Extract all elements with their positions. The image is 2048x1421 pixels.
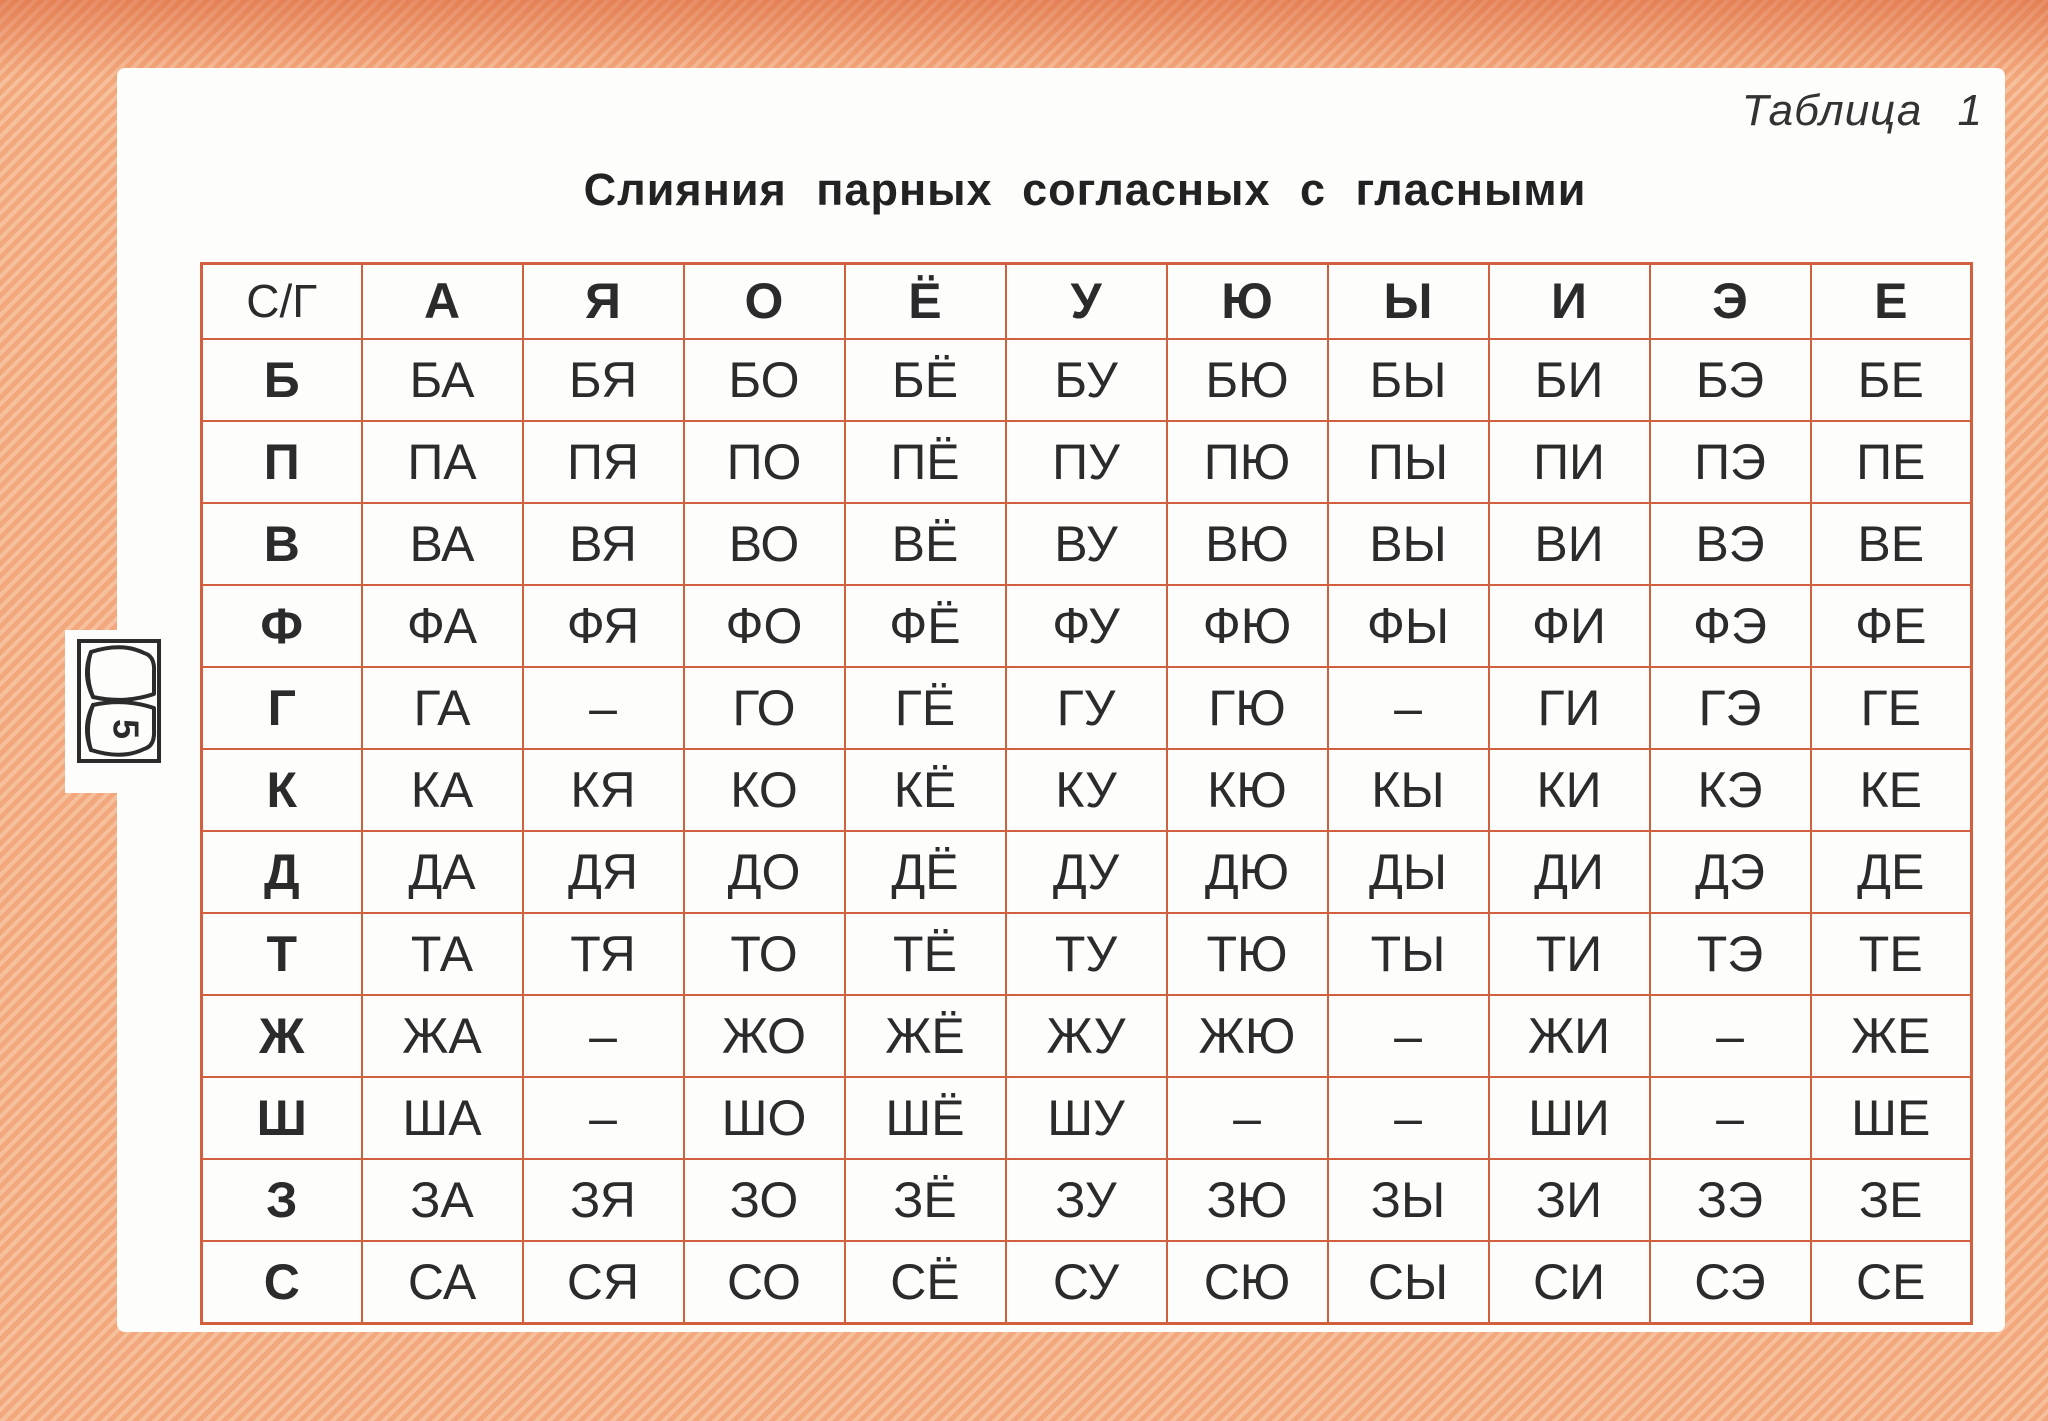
empty-cell: –: [523, 995, 684, 1077]
header-cell-vowel: Ю: [1167, 264, 1328, 340]
empty-cell: –: [523, 1077, 684, 1159]
header-cell-vowel: Э: [1650, 264, 1811, 340]
empty-cell: –: [1328, 667, 1489, 749]
syllable-cell: ВЭ: [1650, 503, 1811, 585]
header-cell-vowel: Ы: [1328, 264, 1489, 340]
header-cell-vowel: И: [1489, 264, 1650, 340]
page-title: Слияния парных согласных с гласными: [583, 164, 1587, 215]
consonant-cell: Б: [202, 339, 362, 421]
table-row: [202, 421, 1972, 503]
syllable-cell: ВИ: [1489, 503, 1650, 585]
syllable-cell: ТЭ: [1650, 913, 1811, 995]
syllable-cell: КО: [684, 749, 845, 831]
table-body: [202, 339, 1972, 1324]
syllable-cell: ТЕ: [1811, 913, 1972, 995]
syllable-cell: СИ: [1489, 1241, 1650, 1324]
empty-cell: –: [1650, 995, 1811, 1077]
syllable-cell: СЫ: [1328, 1241, 1489, 1324]
syllable-cell: КЮ: [1167, 749, 1328, 831]
syllable-cell: СЯ: [523, 1241, 684, 1324]
syllable-cell: ГО: [684, 667, 845, 749]
syllable-cell: ФЯ: [523, 585, 684, 667]
page-number: 5: [105, 718, 147, 740]
syllable-cell: КУ: [1006, 749, 1167, 831]
syllable-cell: ЖИ: [1489, 995, 1650, 1077]
syllable-cell: СЭ: [1650, 1241, 1811, 1324]
syllable-cell: ТА: [362, 913, 523, 995]
syllable-cell: ШУ: [1006, 1077, 1167, 1159]
table-row: [202, 339, 1972, 421]
syllable-cell: ВЕ: [1811, 503, 1972, 585]
table-row: [202, 585, 1972, 667]
consonant-cell: В: [202, 503, 362, 585]
table-row: [202, 1159, 1972, 1241]
syllable-cell: БЮ: [1167, 339, 1328, 421]
consonant-cell: З: [202, 1159, 362, 1241]
syllable-cell: ШИ: [1489, 1077, 1650, 1159]
syllable-cell: ПЭ: [1650, 421, 1811, 503]
syllable-cell: ЗЁ: [845, 1159, 1006, 1241]
empty-cell: –: [523, 667, 684, 749]
syllable-cell: БА: [362, 339, 523, 421]
syllable-cell: ФУ: [1006, 585, 1167, 667]
table-row: [202, 1077, 1972, 1159]
syllable-cell: ФЫ: [1328, 585, 1489, 667]
syllable-cell: ЗЯ: [523, 1159, 684, 1241]
consonant-cell: П: [202, 421, 362, 503]
syllable-cell: ТЮ: [1167, 913, 1328, 995]
syllable-cell: КЁ: [845, 749, 1006, 831]
syllable-cell: ПУ: [1006, 421, 1167, 503]
syllable-cell: ЖА: [362, 995, 523, 1077]
syllable-cell: ФА: [362, 585, 523, 667]
syllable-cell: ГИ: [1489, 667, 1650, 749]
syllable-cell: ЗО: [684, 1159, 845, 1241]
consonant-cell: Ш: [202, 1077, 362, 1159]
syllable-cell: СО: [684, 1241, 845, 1324]
syllable-cell: ПЕ: [1811, 421, 1972, 503]
syllable-cell: ШО: [684, 1077, 845, 1159]
syllable-cell: ТО: [684, 913, 845, 995]
syllable-cell: ГЭ: [1650, 667, 1811, 749]
syllable-cell: ТЯ: [523, 913, 684, 995]
syllable-cell: ЗЫ: [1328, 1159, 1489, 1241]
syllable-cell: ВУ: [1006, 503, 1167, 585]
syllable-cell: ПЮ: [1167, 421, 1328, 503]
table-row: [202, 831, 1972, 913]
table-card: [117, 68, 2005, 1332]
header-cell-vowel: А: [362, 264, 523, 340]
syllable-cell: КЭ: [1650, 749, 1811, 831]
table-row: [202, 913, 1972, 995]
syllable-cell: ЗЮ: [1167, 1159, 1328, 1241]
consonant-cell: Г: [202, 667, 362, 749]
syllable-cell: ТУ: [1006, 913, 1167, 995]
syllable-cell: ПА: [362, 421, 523, 503]
syllable-cell: ПИ: [1489, 421, 1650, 503]
syllable-cell: ПО: [684, 421, 845, 503]
syllable-cell: ДЮ: [1167, 831, 1328, 913]
syllable-cell: ЗЕ: [1811, 1159, 1972, 1241]
syllable-cell: ФЕ: [1811, 585, 1972, 667]
syllable-cell: ТЁ: [845, 913, 1006, 995]
table-row: [202, 1241, 1972, 1324]
syllable-cell: ЗЭ: [1650, 1159, 1811, 1241]
syllable-cell: КИ: [1489, 749, 1650, 831]
syllable-cell: ДЫ: [1328, 831, 1489, 913]
syllable-cell: ТЫ: [1328, 913, 1489, 995]
empty-cell: –: [1167, 1077, 1328, 1159]
syllable-cell: ДЭ: [1650, 831, 1811, 913]
table-row: [202, 749, 1972, 831]
syllable-cell: ДО: [684, 831, 845, 913]
syllable-cell: ГЕ: [1811, 667, 1972, 749]
syllable-cell: СЮ: [1167, 1241, 1328, 1324]
header-cell-vowel: Ё: [845, 264, 1006, 340]
syllable-cell: ФЮ: [1167, 585, 1328, 667]
syllable-cell: ШЕ: [1811, 1077, 1972, 1159]
syllable-cell: КЫ: [1328, 749, 1489, 831]
syllable-cell: ДЕ: [1811, 831, 1972, 913]
empty-cell: –: [1650, 1077, 1811, 1159]
syllable-cell: СА: [362, 1241, 523, 1324]
syllable-cell: СУ: [1006, 1241, 1167, 1324]
header-cell-vowel: У: [1006, 264, 1167, 340]
syllable-cell: ГУ: [1006, 667, 1167, 749]
syllable-cell: ТИ: [1489, 913, 1650, 995]
syllable-cell: ПЫ: [1328, 421, 1489, 503]
syllable-cell: СЁ: [845, 1241, 1006, 1324]
syllable-cell: ГЮ: [1167, 667, 1328, 749]
syllable-cell: ФЭ: [1650, 585, 1811, 667]
syllable-cell: ЖЕ: [1811, 995, 1972, 1077]
syllable-cell: ФЁ: [845, 585, 1006, 667]
header-cell-vowel: Е: [1811, 264, 1972, 340]
syllable-cell: КЯ: [523, 749, 684, 831]
syllable-cell: КЕ: [1811, 749, 1972, 831]
syllable-cell: ВЁ: [845, 503, 1006, 585]
syllable-cell: ГА: [362, 667, 523, 749]
empty-cell: –: [1328, 995, 1489, 1077]
table-number-label: Таблица 1: [1741, 86, 1983, 135]
table-row: [202, 503, 1972, 585]
header-cell-vowel: Я: [523, 264, 684, 340]
syllable-cell: БИ: [1489, 339, 1650, 421]
syllable-cell: ША: [362, 1077, 523, 1159]
syllable-cell: БЁ: [845, 339, 1006, 421]
syllable-cell: ДЯ: [523, 831, 684, 913]
syllable-table: [200, 262, 1973, 1325]
syllable-cell: ПЁ: [845, 421, 1006, 503]
syllable-cell: СЕ: [1811, 1241, 1972, 1324]
syllable-cell: ВЫ: [1328, 503, 1489, 585]
syllable-cell: ФИ: [1489, 585, 1650, 667]
syllable-cell: ЖЮ: [1167, 995, 1328, 1077]
syllable-cell: ФО: [684, 585, 845, 667]
syllable-cell: ШЁ: [845, 1077, 1006, 1159]
syllable-cell: ДЁ: [845, 831, 1006, 913]
consonant-cell: Т: [202, 913, 362, 995]
syllable-cell: ДА: [362, 831, 523, 913]
syllable-cell: ЖЁ: [845, 995, 1006, 1077]
syllable-cell: ВЯ: [523, 503, 684, 585]
header-cell-vowel: О: [684, 264, 845, 340]
open-book-icon: [76, 638, 162, 764]
consonant-cell: С: [202, 1241, 362, 1324]
syllable-cell: БЫ: [1328, 339, 1489, 421]
syllable-cell: БЭ: [1650, 339, 1811, 421]
syllable-cell: ЖУ: [1006, 995, 1167, 1077]
syllable-cell: ЖО: [684, 995, 845, 1077]
consonant-cell: Ж: [202, 995, 362, 1077]
consonant-cell: К: [202, 749, 362, 831]
syllable-cell: ГЁ: [845, 667, 1006, 749]
syllable-cell: БЕ: [1811, 339, 1972, 421]
consonant-cell: Ф: [202, 585, 362, 667]
table-row: [202, 995, 1972, 1077]
syllable-cell: ЗА: [362, 1159, 523, 1241]
table-header-row: [202, 264, 1972, 340]
table-row: [202, 667, 1972, 749]
syllable-cell: ВО: [684, 503, 845, 585]
header-cell-corner: С/Г: [202, 264, 362, 340]
syllable-cell: ДИ: [1489, 831, 1650, 913]
syllable-cell: БЯ: [523, 339, 684, 421]
syllable-cell: ДУ: [1006, 831, 1167, 913]
syllable-cell: ЗУ: [1006, 1159, 1167, 1241]
syllable-cell: ПЯ: [523, 421, 684, 503]
syllable-cell: ЗИ: [1489, 1159, 1650, 1241]
syllable-cell: КА: [362, 749, 523, 831]
syllable-cell: БУ: [1006, 339, 1167, 421]
syllable-cell: ВЮ: [1167, 503, 1328, 585]
table-header: [202, 264, 1972, 340]
syllable-cell: БО: [684, 339, 845, 421]
empty-cell: –: [1328, 1077, 1489, 1159]
consonant-cell: Д: [202, 831, 362, 913]
syllable-cell: ВА: [362, 503, 523, 585]
